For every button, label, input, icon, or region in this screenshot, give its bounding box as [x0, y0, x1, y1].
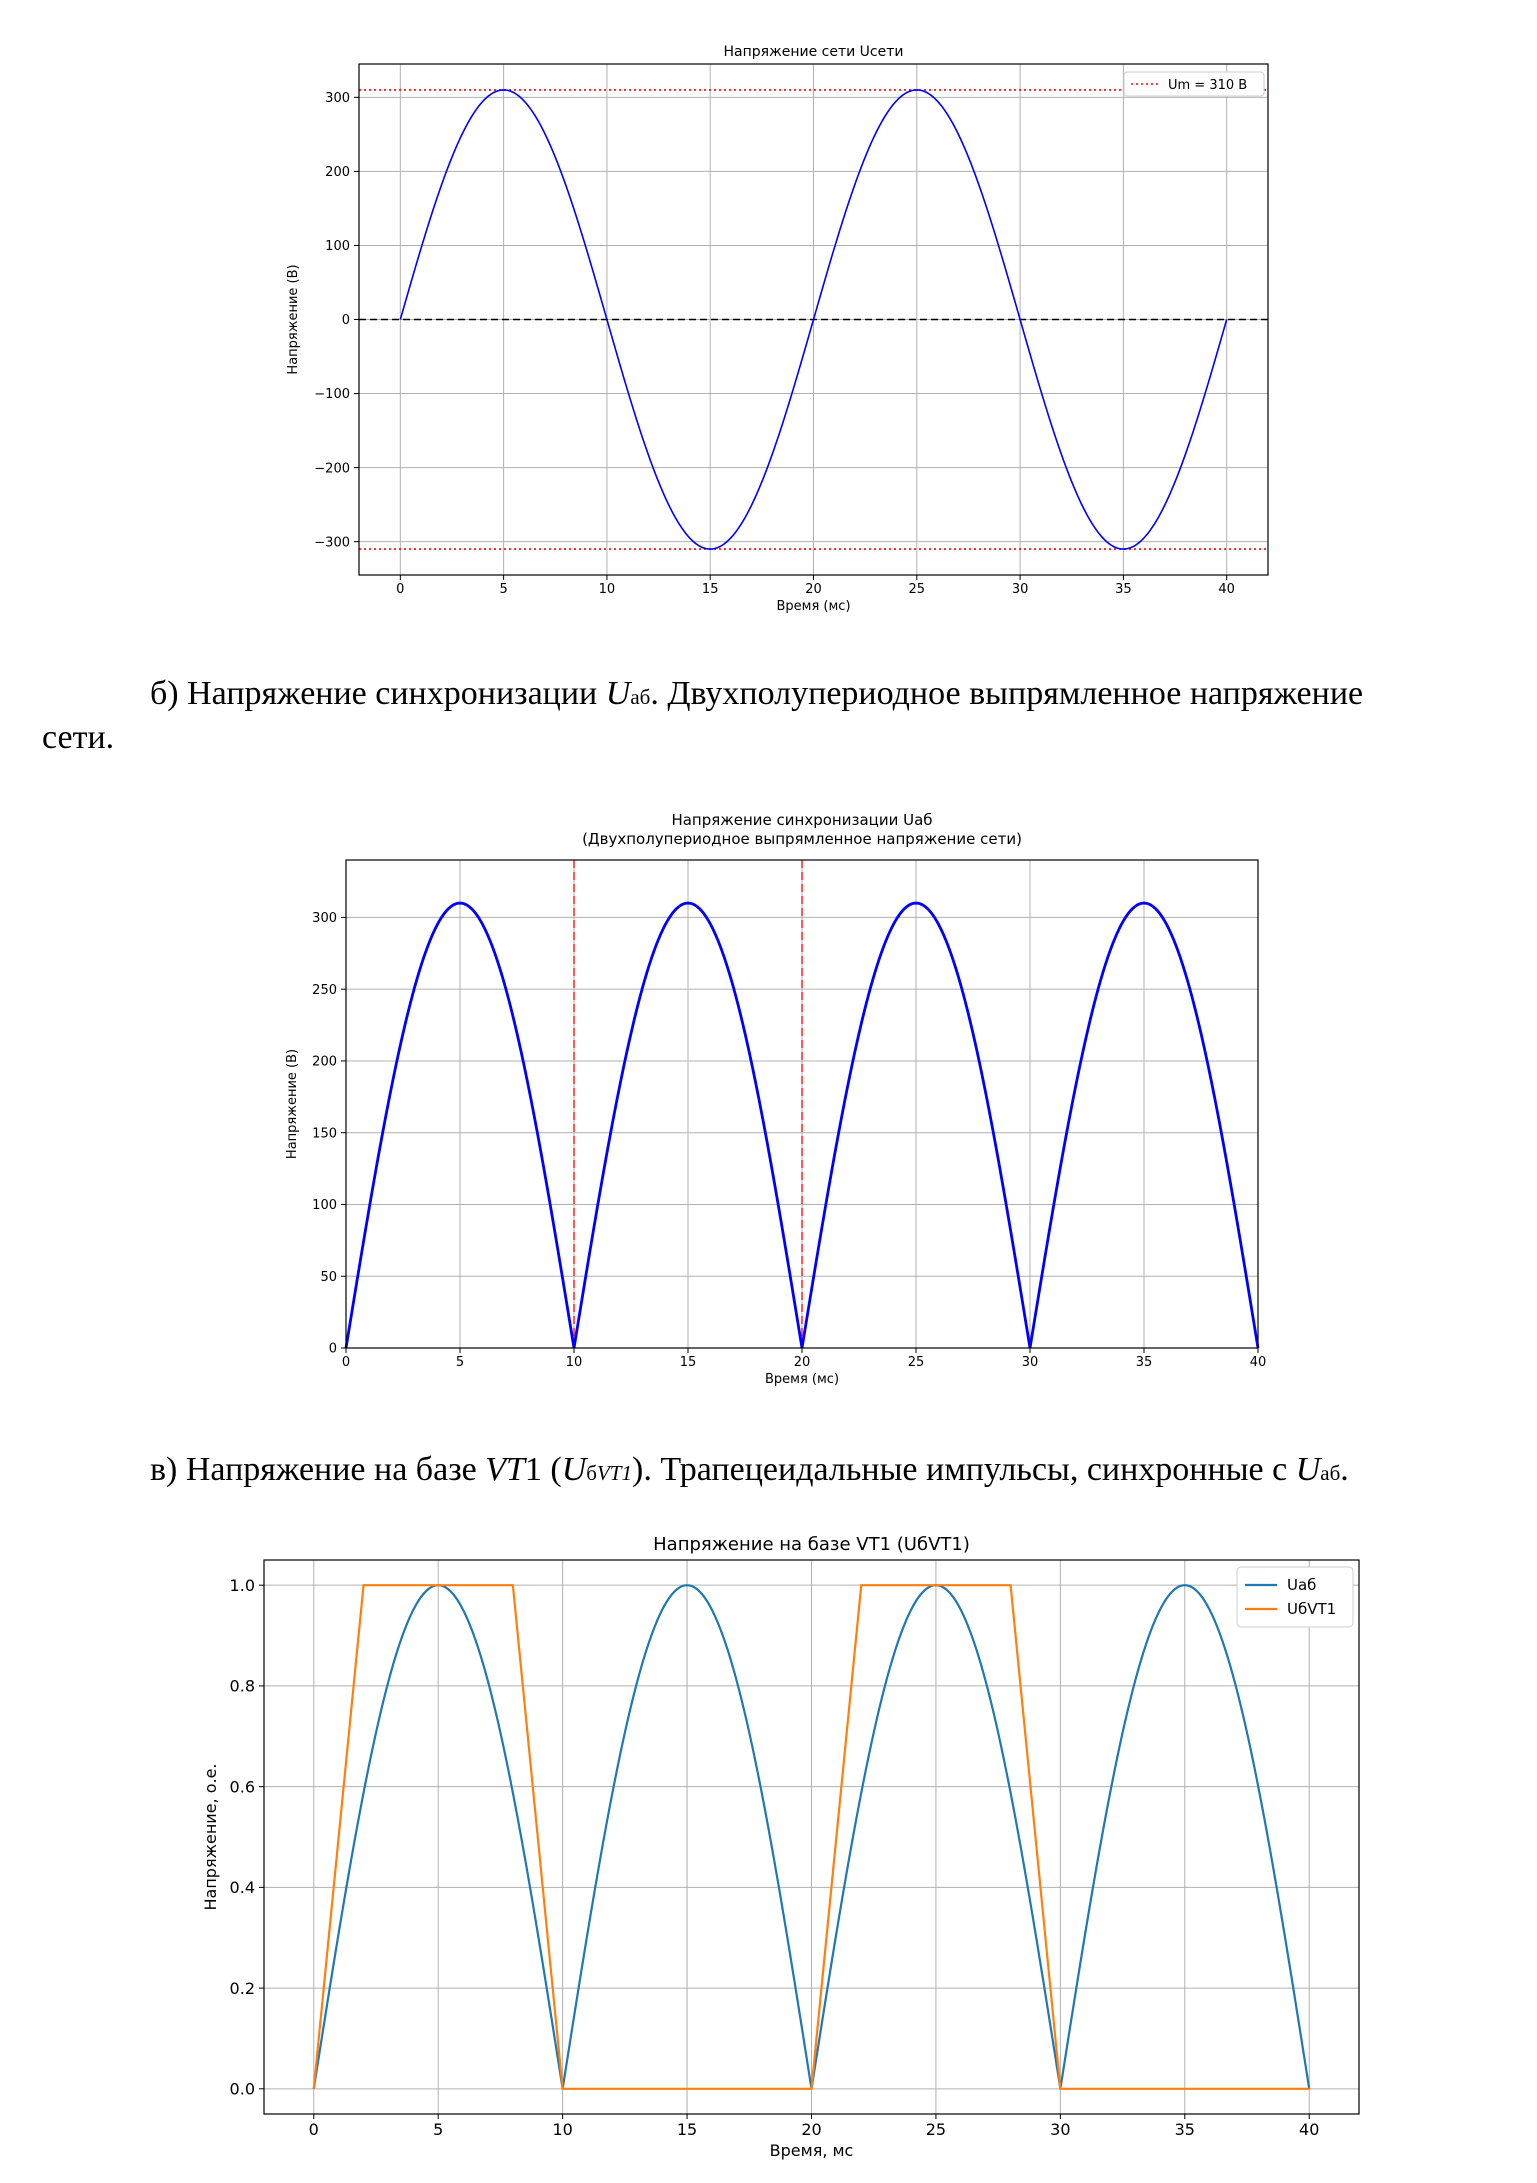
caption-v-var: VT — [485, 1451, 525, 1488]
caption-b-rest: . Двухполупериодное выпрямленное напряжение — [650, 675, 1364, 712]
y-tick-label: −200 — [314, 461, 350, 477]
legend-label-um: Um = 310 В — [1168, 78, 1248, 93]
caption-b-var: U — [605, 675, 631, 712]
y-tick-label: 100 — [312, 1198, 337, 1214]
caption-b-sub: аб — [630, 685, 651, 709]
y-axis-label: Напряжение (В) — [286, 264, 301, 375]
chart-network-voltage — [0, 0, 1537, 640]
caption-v-u2: U — [1295, 1451, 1321, 1488]
chart-subtitle: (Двухполупериодное выпрямленное напряжение сети) — [582, 829, 1022, 848]
x-tick-label: 25 — [907, 1355, 925, 1370]
caption-v — [150, 1448, 1349, 1495]
y-tick-label: −100 — [314, 387, 350, 403]
caption-v-sub3: аб — [1320, 1461, 1341, 1485]
x-tick-label: 5 — [433, 2120, 444, 2139]
y-tick-label: 200 — [312, 1054, 337, 1070]
x-tick-label: 10 — [565, 1355, 583, 1370]
caption-v-num: 1 — [524, 1451, 542, 1488]
x-tick-label: 35 — [1115, 582, 1132, 597]
y-tick-label: 0.0 — [229, 2079, 255, 2099]
y-axis-label: Напряжение (В) — [285, 1048, 300, 1160]
x-tick-label: 5 — [499, 582, 508, 597]
legend-label-1: UбVT1 — [1287, 1600, 1337, 1618]
caption-v-u: U — [561, 1451, 587, 1488]
x-axis-label: Время, мс — [769, 2140, 854, 2160]
x-tick-label: 30 — [1021, 1355, 1039, 1370]
x-tick-label: 15 — [676, 2120, 698, 2139]
y-tick-label: 150 — [312, 1126, 337, 1142]
caption-v-sub2: VT1 — [596, 1461, 632, 1485]
x-tick-label: 0 — [396, 582, 405, 597]
caption-b — [150, 672, 1510, 719]
x-tick-label: 20 — [805, 582, 822, 597]
caption-v-sub: б — [586, 1461, 597, 1485]
x-tick-label: 0 — [308, 2120, 319, 2139]
x-tick-label: 35 — [1135, 1355, 1153, 1370]
x-tick-label: 15 — [679, 1355, 697, 1370]
caption-b-line2 — [42, 716, 114, 760]
y-tick-label: 0 — [341, 313, 350, 329]
x-axis-label: Время (мс) — [776, 598, 851, 614]
y-tick-label: 100 — [325, 239, 350, 255]
y-tick-label: 0.2 — [229, 1978, 255, 1998]
x-tick-label: 15 — [701, 582, 719, 597]
y-axis-label: Напряжение, о.е. — [201, 1763, 220, 1911]
x-tick-label: 30 — [1011, 582, 1029, 597]
chart-sync-voltage — [0, 800, 1537, 1400]
x-tick-label: 40 — [1299, 2120, 1320, 2139]
x-tick-label: 40 — [1249, 1355, 1267, 1370]
y-tick-label: 0 — [328, 1341, 337, 1357]
x-tick-label: 10 — [552, 2120, 573, 2139]
chart-title: Напряжение синхронизации Uаб — [671, 811, 933, 829]
legend-label-0: Uаб — [1287, 1576, 1317, 1594]
y-tick-label: 1.0 — [229, 1575, 255, 1595]
y-tick-label: 200 — [325, 165, 350, 181]
y-tick-label: 250 — [312, 982, 337, 998]
y-tick-label: 0.8 — [229, 1676, 255, 1696]
x-tick-label: 25 — [908, 582, 926, 597]
caption-v-mid: ). Трапецеидальные импульсы, синхронные с — [632, 1451, 1296, 1488]
x-tick-label: 20 — [793, 1355, 811, 1370]
x-tick-label: 40 — [1218, 582, 1235, 597]
x-tick-label: 30 — [1050, 2120, 1071, 2139]
x-tick-label: 5 — [455, 1355, 465, 1370]
chart-base-voltage — [0, 1530, 1537, 2183]
y-tick-label: 0.4 — [229, 1878, 255, 1898]
y-tick-label: 300 — [325, 91, 350, 107]
x-axis-label: Время (мс) — [764, 1371, 840, 1387]
caption-b-line2-text: сети. — [42, 719, 115, 756]
x-tick-label: 35 — [1174, 2120, 1195, 2139]
y-tick-label: −300 — [314, 535, 350, 551]
y-tick-label: 300 — [312, 911, 337, 927]
chart-title: Напряжение на базе VT1 (UбVT1) — [653, 1534, 970, 1555]
y-tick-label: 0.6 — [229, 1777, 255, 1797]
caption-v-prefix: в) Напряжение на базе — [150, 1451, 486, 1488]
chart-title: Напряжение сети Uсети — [723, 44, 904, 60]
caption-v-end: . — [1340, 1451, 1349, 1488]
caption-b-prefix: б) Напряжение синхронизации — [150, 675, 606, 712]
caption-v-open: ( — [541, 1451, 562, 1488]
x-tick-label: 25 — [925, 2120, 947, 2139]
x-tick-label: 20 — [801, 2120, 822, 2139]
y-tick-label: 50 — [320, 1269, 337, 1285]
x-tick-label: 10 — [598, 582, 616, 597]
x-tick-label: 0 — [341, 1355, 351, 1370]
